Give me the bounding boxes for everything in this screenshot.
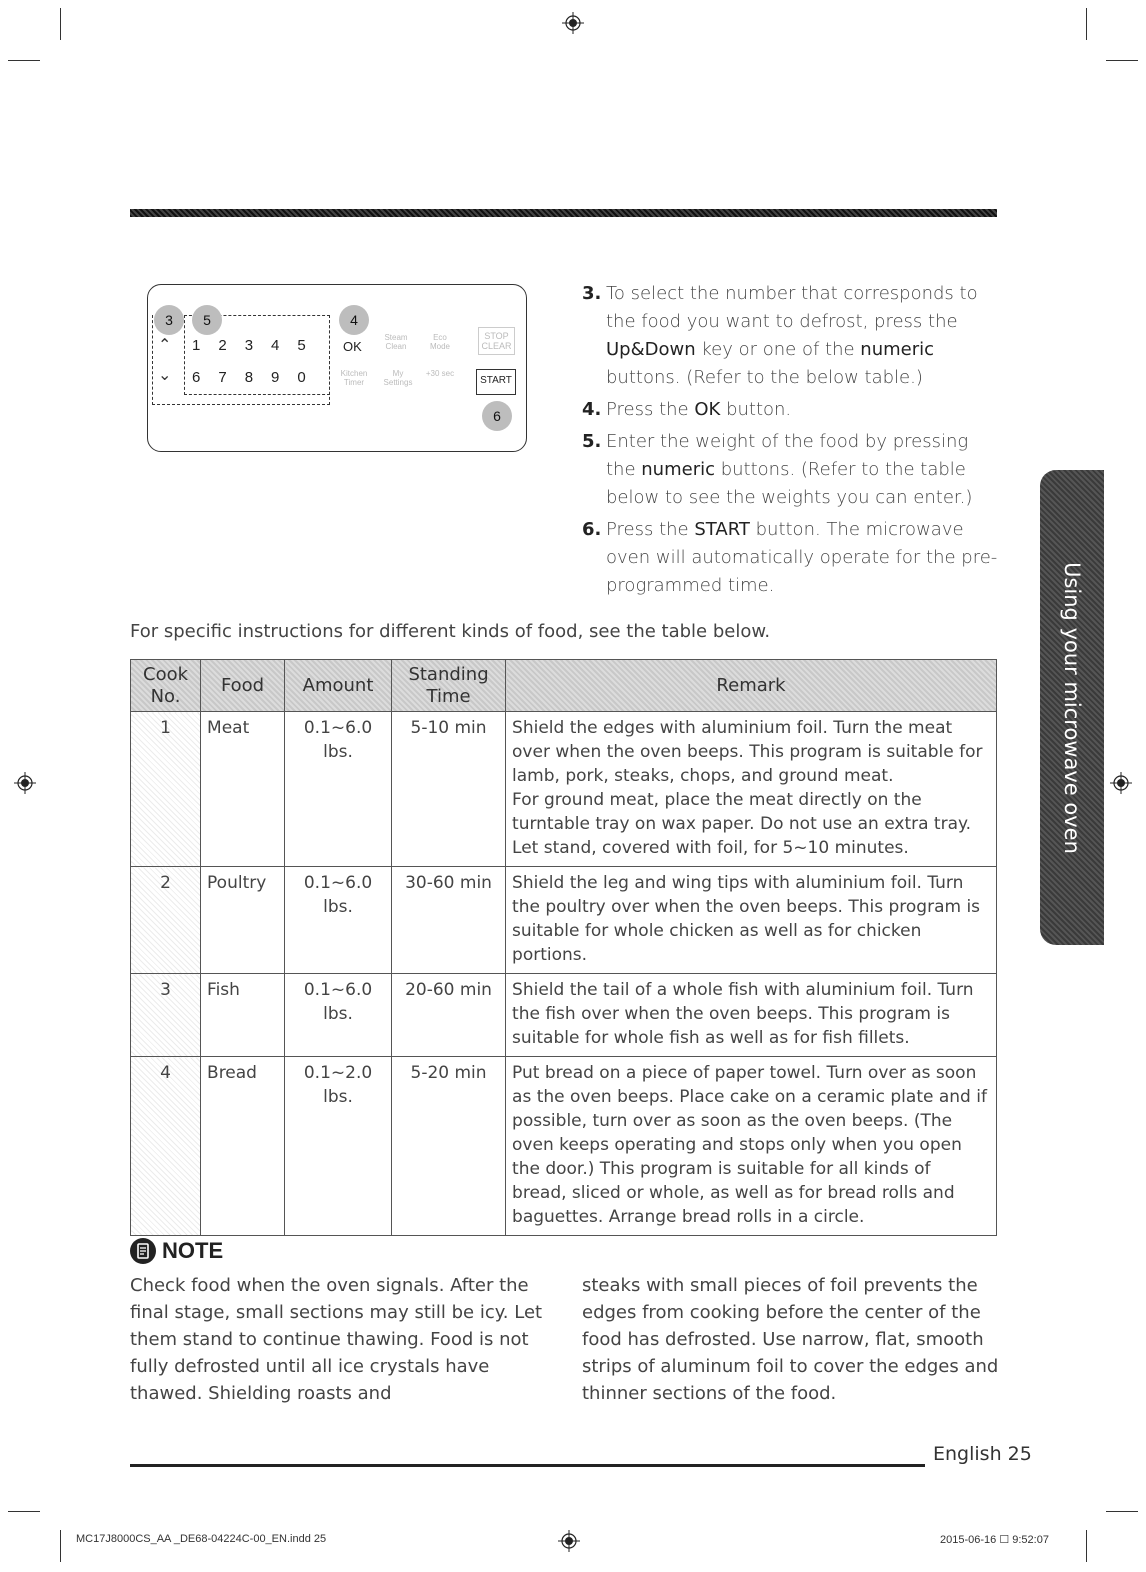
step-text-run: Press the (606, 519, 695, 540)
step-number: 6. (582, 519, 602, 540)
header-rule (130, 209, 997, 217)
plus-30-sec-key[interactable]: +30 sec (425, 369, 455, 378)
cook-no-cell: 2 (131, 867, 201, 974)
crop-mark (8, 60, 40, 61)
footer-rule (130, 1464, 925, 1467)
up-arrow-icon[interactable]: ⌃ (158, 335, 172, 354)
note-icon (130, 1238, 156, 1264)
crop-mark (1106, 1511, 1138, 1512)
standing-time-cell: 5-10 min (392, 712, 506, 867)
numeric-key[interactable]: 4 (271, 337, 280, 354)
remark-cell: Shield the edges with aluminium foil. Turn the meat over when the oven beeps. This program is suitable for lamb, pork, steaks, chops, and ground meat. For ground meat, place the meat directly on the turntable tray on wax paper. Do not use an extra tray. Let stand, covered with foil, for 5~10 minutes. (506, 712, 997, 867)
col-food: Food (201, 660, 285, 712)
step-number: 3. (582, 283, 602, 304)
step-text-run: button. The microwave oven will automatically operate for the pre-programmed time. (606, 519, 998, 596)
table-header-row (131, 660, 997, 712)
step-emphasis: OK (694, 399, 721, 420)
start-key[interactable]: START (476, 369, 516, 395)
chapter-tab-label: Using your microwave oven (1060, 561, 1084, 854)
food-cell: Fish (201, 974, 285, 1057)
step-text (606, 280, 1002, 392)
cook-no-cell: 3 (131, 974, 201, 1057)
note-heading (130, 1238, 223, 1264)
print-slug-left: MC17J8000CS_AA _DE68-04224C-00_EN.indd 25 (76, 1533, 327, 1545)
amount-cell: 0.1~2.0 lbs. (285, 1057, 392, 1236)
numeric-key[interactable]: 2 (218, 337, 227, 354)
table-row (131, 974, 997, 1057)
step-emphasis: Up&Down (606, 339, 696, 360)
standing-time-cell: 30-60 min (392, 867, 506, 974)
numeric-key[interactable]: 7 (218, 369, 227, 386)
step-text-run: To select the number that corresponds to the food you want to defrost, press the (606, 283, 978, 332)
crop-mark (1086, 1530, 1087, 1562)
amount-cell: 0.1~6.0 lbs. (285, 974, 392, 1057)
step-number: 4. (582, 399, 602, 420)
crop-mark (60, 1530, 61, 1562)
step-badge-5: 5 (192, 305, 222, 335)
registration-mark-icon (558, 1530, 580, 1552)
step-text (606, 396, 791, 424)
step-list (582, 280, 1002, 604)
step-badge-4: 4 (339, 305, 369, 335)
kitchen-timer-key[interactable]: Kitchen Timer (340, 369, 368, 387)
step-item (582, 280, 1002, 392)
step-emphasis: START (694, 519, 750, 540)
food-cell: Bread (201, 1057, 285, 1236)
step-item (582, 428, 1002, 512)
ok-key[interactable]: OK (343, 339, 362, 354)
print-slug-right: 2015-06-16 ☐ 9:52:07 (940, 1534, 1049, 1546)
food-cell: Meat (201, 712, 285, 867)
step-text-run: Press the (606, 399, 695, 420)
numeric-row-bottom (192, 369, 306, 386)
step-text-run: buttons. (Refer to the below table.) (606, 367, 923, 388)
numeric-key[interactable]: 8 (244, 369, 254, 386)
amount-cell: 0.1~6.0 lbs. (285, 712, 392, 867)
col-remark: Remark (506, 660, 997, 712)
col-amount: Amount (285, 660, 392, 712)
control-panel-illustration (147, 284, 527, 452)
cook-no-cell: 4 (131, 1057, 201, 1236)
step-badge-6: 6 (482, 401, 512, 431)
registration-mark-icon (562, 12, 584, 34)
col-cook-no: Cook No. (131, 660, 201, 712)
numeric-key[interactable]: 0 (297, 369, 306, 386)
note-title: NOTE (162, 1238, 224, 1263)
numeric-key[interactable]: 5 (297, 337, 306, 354)
note-text-left: Check food when the oven signals. After the final stage, small sections may still be icy. Let them stand to continue thawing. Food is not fully defrosted until all ice crystals have thawed. Shielding roasts and (130, 1275, 543, 1404)
step-item (582, 516, 1002, 600)
step-text-run: button. (720, 399, 792, 420)
chapter-side-tab (1040, 470, 1104, 945)
step-number: 5. (582, 431, 602, 452)
standing-time-cell: 20-60 min (392, 974, 506, 1057)
table-row (131, 1057, 997, 1236)
food-cell: Poultry (201, 867, 285, 974)
numeric-key[interactable]: 6 (192, 369, 201, 386)
down-arrow-icon[interactable]: ⌄ (158, 365, 172, 384)
cook-no-cell: 1 (131, 712, 201, 867)
step-text (606, 516, 1002, 600)
crop-mark (1106, 60, 1138, 61)
my-settings-key[interactable]: My Settings (383, 369, 413, 387)
crop-mark (8, 1511, 40, 1512)
numeric-key[interactable]: 1 (192, 337, 201, 354)
step-text-run: buttons. (Refer to the table below to see the weights you can enter.) (606, 459, 973, 508)
step-emphasis: numeric (860, 339, 935, 360)
remark-cell: Shield the tail of a whole fish with aluminium foil. Turn the fish over when the oven beeps. This program is suitable for whole fish as well as for fish fillets. (506, 974, 997, 1057)
step-emphasis: numeric (641, 459, 715, 480)
standing-time-cell: 5-20 min (392, 1057, 506, 1236)
table-row (131, 867, 997, 974)
crop-mark (1086, 8, 1087, 40)
steam-clean-key[interactable]: Steam Clean (384, 333, 408, 351)
crop-mark (60, 8, 61, 40)
step-text (606, 428, 1002, 512)
step-item (582, 396, 1002, 424)
table-row (131, 712, 997, 867)
amount-cell: 0.1~6.0 lbs. (285, 867, 392, 974)
eco-mode-key[interactable]: Eco Mode (429, 333, 450, 351)
remark-cell: Put bread on a piece of paper towel. Turn over as soon as the oven beeps. Place cake on a ceramic plate and if possible, turn over as soon as the oven beeps. (The oven keeps operating and stops only when you open the door.) This program is suitable for all kinds of bread, sliced or whole, as well as for bread rolls and baguettes. Arrange bread rolls in a circle. (506, 1057, 997, 1236)
col-standing-time: Standing Time (392, 660, 506, 712)
numeric-key[interactable]: 9 (271, 369, 280, 386)
numeric-key[interactable]: 3 (244, 337, 254, 354)
page-number: English 25 (933, 1443, 1032, 1465)
registration-mark-icon (1110, 772, 1132, 794)
stop-clear-key[interactable]: STOP CLEAR (478, 327, 515, 355)
step-badge-3: 3 (154, 305, 184, 335)
registration-mark-icon (14, 772, 36, 794)
defrost-table (130, 659, 997, 1236)
table-intro: For specific instructions for different kinds of food, see the table below. (130, 621, 771, 642)
numeric-row-top (192, 337, 306, 354)
note-text-right: steaks with small pieces of foil prevents the edges from cooking before the center of the food has defrosted. Use narrow, flat, smooth strips of aluminum foil to cover the edges and thinner sections of the food. (582, 1275, 999, 1404)
remark-cell: Shield the leg and wing tips with aluminium foil. Turn the poultry over when the oven beeps. This program is suitable for whole chicken as well as for chicken portions. (506, 867, 997, 974)
step-text-run: key or one of the (695, 339, 861, 360)
step-text-run: Enter the weight of the food by pressing the (606, 431, 969, 480)
